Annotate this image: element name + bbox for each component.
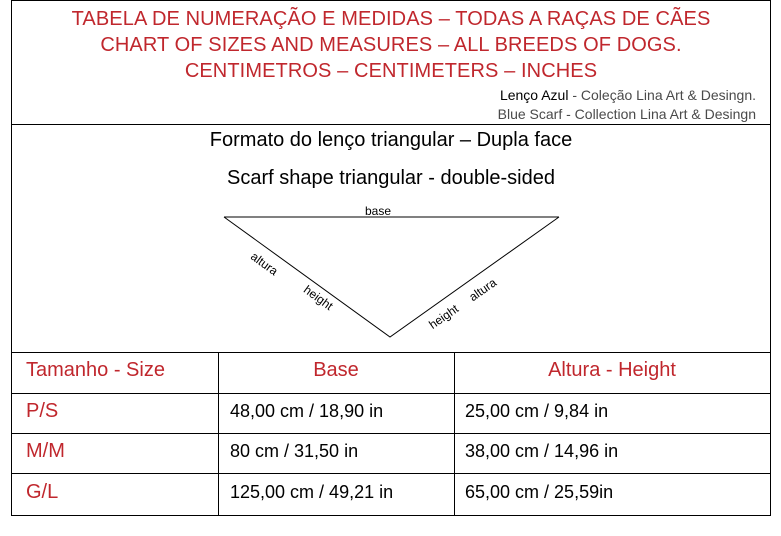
table-row-line-2: [12, 473, 770, 474]
row-2-size: M/M: [26, 440, 65, 462]
label-height-right: height: [426, 301, 462, 332]
row-3-base: 125,00 cm / 49,21 in: [230, 482, 394, 502]
triangle-scarf-diagram: [12, 123, 770, 353]
table-row-line-1: [12, 433, 770, 434]
credit-english-collection: - Collection Lina Art & Desingn: [562, 106, 756, 122]
header-base: Base: [313, 359, 359, 381]
row-3-size: G/L: [26, 481, 59, 503]
title-english: CHART OF SIZES AND MEASURES – ALL BREEDS OF DOGS.: [100, 34, 682, 56]
row-1-base: 48,00 cm / 18,90 in: [230, 401, 384, 421]
shape-title-portuguese: Formato do lenço triangular – Dupla face: [209, 129, 573, 151]
label-height-left: height: [301, 282, 336, 314]
credit-portuguese: [500, 86, 756, 104]
row-1-size: P/S: [26, 400, 59, 422]
credit-english-product: Blue Scarf: [497, 106, 563, 122]
header-size: Tamanho - Size: [26, 359, 165, 381]
label-base: base: [364, 204, 392, 218]
label-altura-right: altura: [466, 275, 500, 305]
label-altura-left: altura: [248, 249, 281, 279]
credit-portuguese-collection: - Coleção Lina Art & Desingn.: [568, 87, 756, 103]
title-units: CENTIMETROS – CENTIMETERS – INCHES: [184, 60, 598, 82]
row-2-base: 80 cm / 31,50 in: [230, 441, 359, 461]
row-3-height: 65,00 cm / 25,59in: [465, 482, 614, 502]
credit-portuguese-product: Lenço Azul: [499, 87, 569, 103]
row-2-height: 38,00 cm / 14,96 in: [465, 441, 619, 461]
credit-english: [498, 105, 756, 123]
title-portuguese: TABELA DE NUMERAÇÃO E MEDIDAS – TODAS A RAÇAS DE CÃES: [71, 8, 711, 30]
table-top-line: [12, 352, 770, 353]
row-1-height: 25,00 cm / 9,84 in: [465, 401, 609, 421]
header-height: Altura - Height: [548, 359, 676, 381]
shape-title-english: Scarf shape triangular - double-sided: [227, 167, 555, 189]
table-header-line: [12, 393, 770, 394]
triangle-sides: [224, 217, 559, 337]
size-chart-frame: [11, 0, 771, 516]
